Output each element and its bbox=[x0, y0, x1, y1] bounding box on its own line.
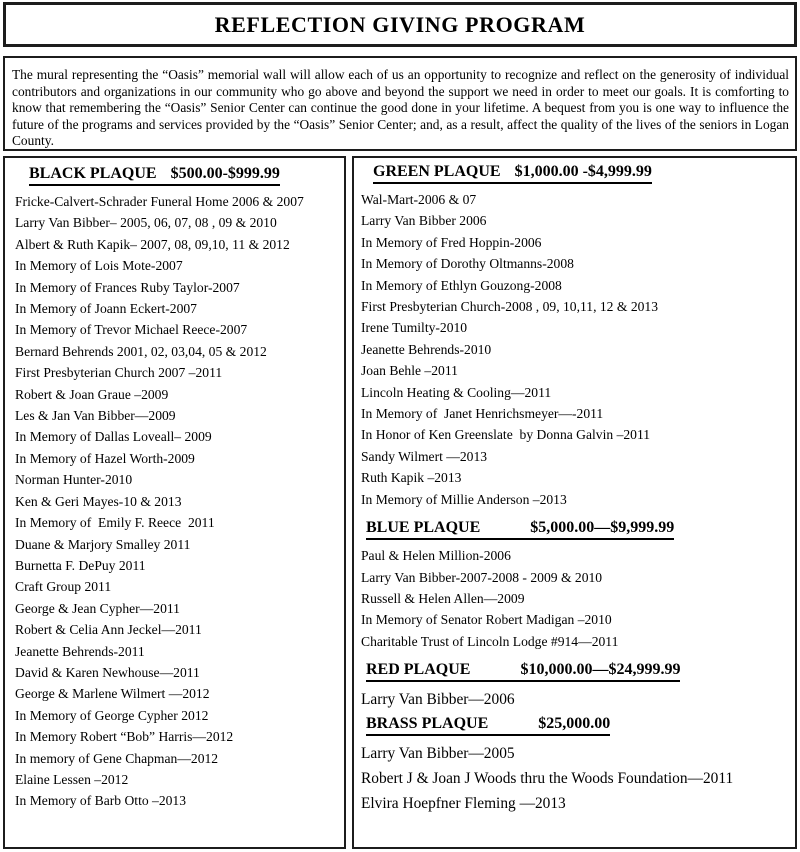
left-column bbox=[3, 156, 346, 849]
plaque-entry: In Memory of Lois Mote-2007 bbox=[15, 258, 183, 274]
plaque-entry: Robert & Joan Graue –2009 bbox=[15, 386, 169, 402]
black-plaque-list bbox=[15, 191, 340, 812]
plaque-entry: Paul & Helen Million-2006 bbox=[361, 548, 511, 564]
right-column bbox=[352, 156, 797, 849]
section-black bbox=[15, 165, 340, 812]
plaque-entry: Ken & Geri Mayes-10 & 2013 bbox=[15, 493, 182, 509]
red-plaque-heading bbox=[366, 661, 680, 682]
plaque-entry: In Memory Robert “Bob” Harris—2012 bbox=[15, 729, 234, 745]
plaque-entry: Larry Van Bibber 2006 bbox=[361, 213, 487, 229]
plaque-entry: In Memory of Emily F. Reece 2011 bbox=[15, 515, 215, 531]
plaque-entry: Lincoln Heating & Cooling—2011 bbox=[361, 384, 552, 400]
section-brass bbox=[361, 715, 791, 816]
plaque-entry: In Memory of Millie Anderson –2013 bbox=[361, 491, 567, 507]
intro-paragraph: The mural representing the “Oasis” memorial wall will allow each of us an opportunity to recognize and reflect on the generosity of individual contributors and organizations in our community who go above and beyond the support we need in order to meet our goals. It is comforting to know that remembering the “Oasis” Senior Center can continue the good done in your lifetime. A bequest from you is one way to influence the future of the programs and services provided by the “Oasis” Senior Center; and, as a result, affect the quality of the lives of the seniors in Logan County. bbox=[12, 67, 789, 149]
plaque-entry: David & Karen Newhouse—2011 bbox=[15, 664, 200, 680]
plaque-entry: Jeanette Behrends-2010 bbox=[361, 341, 492, 357]
plaque-entry: In Memory of Senator Robert Madigan –2010 bbox=[361, 612, 612, 628]
plaque-entry: In Memory of Frances Ruby Taylor-2007 bbox=[15, 279, 240, 295]
section-blue bbox=[361, 519, 791, 652]
plaque-entry: First Presbyterian Church 2007 –2011 bbox=[15, 365, 223, 381]
brass-plaque-list bbox=[361, 741, 791, 816]
plaque-entry: Jeanette Behrends-2011 bbox=[15, 643, 145, 659]
brass-plaque-range: $25,000.00 bbox=[538, 715, 611, 733]
brass-plaque-heading bbox=[366, 715, 610, 736]
section-green bbox=[361, 163, 791, 510]
plaque-entry: Norman Hunter-2010 bbox=[15, 472, 133, 488]
plaque-entry: Larry Van Bibber– 2005, 06, 07, 08 , 09 & 2010 bbox=[15, 215, 277, 231]
plaque-entry: Ruth Kapik –2013 bbox=[361, 470, 462, 486]
plaque-entry: Joan Behle –2011 bbox=[361, 363, 458, 379]
red-plaque-range: $10,000.00—$24,999.99 bbox=[520, 661, 681, 679]
plaque-entry: Irene Tumilty-2010 bbox=[361, 320, 468, 336]
plaque-entry: In Memory of George Cypher 2012 bbox=[15, 707, 209, 723]
plaque-entry: First Presbyterian Church-2008 , 09, 10,11, 12 & 2013 bbox=[361, 299, 659, 315]
plaque-entry: Burnetta F. DePuy 2011 bbox=[15, 557, 146, 573]
plaque-entry: Duane & Marjory Smalley 2011 bbox=[15, 536, 191, 552]
intro-box bbox=[3, 56, 797, 151]
plaque-entry: In memory of Gene Chapman—2012 bbox=[15, 750, 219, 766]
plaque-entry: Sandy Wilmert —2013 bbox=[361, 448, 488, 464]
plaque-entry: Larry Van Bibber—2005 bbox=[361, 745, 515, 763]
plaque-entry: Larry Van Bibber-2007-2008 - 2009 & 2010 bbox=[361, 569, 603, 585]
plaque-entry: Robert J & Joan J Woods thru the Woods Foundation—2011 bbox=[361, 770, 734, 788]
plaque-entry: Bernard Behrends 2001, 02, 03,04, 05 & 2012 bbox=[15, 343, 267, 359]
plaque-entry: Charitable Trust of Lincoln Lodge #914—2011 bbox=[361, 633, 619, 649]
black-plaque-range: $500.00-$999.99 bbox=[170, 165, 280, 182]
plaque-entry: In Memory of Barb Otto –2013 bbox=[15, 793, 187, 809]
title-banner bbox=[3, 2, 797, 47]
blue-plaque-range: $5,000.00—$9,999.99 bbox=[530, 519, 675, 537]
blue-plaque-list bbox=[361, 545, 791, 652]
blue-plaque-heading bbox=[366, 519, 674, 540]
plaque-entry: Robert & Celia Ann Jeckel—2011 bbox=[15, 622, 202, 638]
green-plaque-range: $1,000.00 -$4,999.99 bbox=[514, 163, 652, 180]
green-plaque-list bbox=[361, 189, 791, 510]
plaque-entry: In Honor of Ken Greenslate by Donna Galvin –2011 bbox=[361, 427, 651, 443]
plaque-entry: In Memory of Dallas Loveall– 2009 bbox=[15, 429, 212, 445]
plaque-entry: Elaine Lessen –2012 bbox=[15, 771, 129, 787]
page-title: REFLECTION GIVING PROGRAM bbox=[214, 11, 586, 37]
plaque-entry: In Memory of Fred Hoppin-2006 bbox=[361, 234, 542, 250]
plaque-entry: In Memory of Dorothy Oltmanns-2008 bbox=[361, 256, 574, 272]
plaque-entry: Albert & Ruth Kapik– 2007, 08, 09,10, 11 & 2012 bbox=[15, 236, 290, 252]
plaque-entry: In Memory of Ethlyn Gouzong-2008 bbox=[361, 277, 562, 293]
plaque-entry: Les & Jan Van Bibber—2009 bbox=[15, 408, 176, 424]
plaque-entry: Wal-Mart-2006 & 07 bbox=[361, 192, 477, 207]
plaque-entry: George & Marlene Wilmert —2012 bbox=[15, 686, 210, 702]
plaque-entry: In Memory of Joann Eckert-2007 bbox=[15, 301, 197, 317]
brass-plaque-name: BRASS PLAQUE bbox=[366, 715, 489, 733]
green-plaque-name: GREEN PLAQUE bbox=[373, 163, 501, 180]
plaque-entry: Craft Group 2011 bbox=[15, 579, 112, 595]
plaque-entry: George & Jean Cypher—2011 bbox=[15, 600, 180, 616]
plaque-entry: Larry Van Bibber—2006 bbox=[361, 691, 515, 709]
blue-plaque-name: BLUE PLAQUE bbox=[366, 519, 481, 537]
plaque-entry: Elvira Hoepfner Fleming —2013 bbox=[361, 795, 566, 813]
plaque-entry: Fricke-Calvert-Schrader Funeral Home 2006 & 2007 bbox=[15, 194, 304, 209]
plaque-entry: Russell & Helen Allen—2009 bbox=[361, 590, 525, 606]
black-plaque-heading bbox=[29, 165, 280, 186]
black-plaque-name: BLACK PLAQUE bbox=[29, 165, 157, 182]
plaque-entry: In Memory of Janet Henrichsmeyer—-2011 bbox=[361, 406, 604, 422]
plaque-entry: In Memory of Trevor Michael Reece-2007 bbox=[15, 322, 248, 338]
green-plaque-heading bbox=[373, 163, 652, 184]
red-plaque-list bbox=[361, 687, 791, 712]
section-red bbox=[361, 661, 791, 712]
red-plaque-name: RED PLAQUE bbox=[366, 661, 471, 679]
plaque-entry: In Memory of Hazel Worth-2009 bbox=[15, 450, 195, 466]
